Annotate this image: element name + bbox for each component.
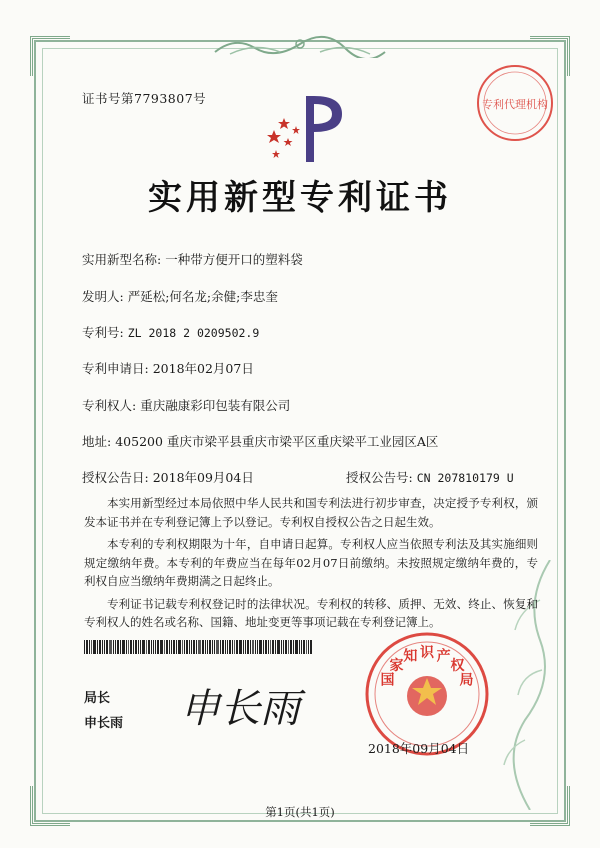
barcode-bar	[236, 640, 238, 654]
address-value: 405200 重庆市梁平县重庆市梁平区重庆梁平工业园区A区	[115, 434, 439, 449]
barcode-bar	[285, 640, 287, 654]
agency-seal-icon	[474, 62, 556, 144]
barcode-bar	[97, 640, 98, 654]
barcode-bar	[270, 640, 271, 654]
barcode-bar	[301, 640, 302, 654]
certificate-title: 实用新型专利证书	[148, 178, 452, 218]
barcode-bar	[146, 640, 147, 654]
barcode-bar	[263, 640, 264, 654]
barcode-bar	[220, 640, 221, 654]
barcode-bar	[130, 640, 132, 654]
certificate-number: 证书号第7793807号	[82, 91, 207, 106]
grant-number-field	[346, 468, 514, 486]
barcode-bar	[295, 640, 298, 654]
barcode-bar	[169, 640, 170, 654]
barcode-bar	[283, 640, 284, 654]
patentee-label: 专利权人:	[82, 398, 137, 413]
barcode-bar	[86, 640, 88, 654]
utility-model-name-value: 一种带方便开口的塑料袋	[165, 252, 303, 267]
inventor-field	[82, 287, 278, 305]
barcode-bar	[222, 640, 224, 654]
signature-text: 申长雨	[180, 686, 300, 732]
barcode-bar	[189, 640, 190, 654]
seal-character: 权	[450, 658, 465, 675]
barcode-bar	[193, 640, 195, 654]
patent-number-label: 专利号:	[82, 325, 124, 340]
seal-character: 局	[459, 672, 474, 689]
inventor-value: 严延松;何名龙;余健;李忠奎	[127, 289, 278, 304]
barcode-bar	[122, 640, 125, 654]
barcode-bar	[135, 640, 137, 654]
barcode-bar	[209, 640, 211, 654]
address-field	[82, 432, 438, 450]
barcode-bar	[128, 640, 129, 654]
barcode-bar	[184, 640, 185, 654]
barcode-bar	[166, 640, 168, 654]
barcode-bar	[257, 640, 258, 654]
barcode-bar	[259, 640, 262, 654]
barcode-bar	[148, 640, 150, 654]
barcode-bar	[91, 640, 92, 654]
barcode-bar	[102, 640, 103, 654]
barcode-bar	[157, 640, 159, 654]
barcode-bar	[247, 640, 249, 654]
barcode-bar	[178, 640, 181, 654]
barcode-bar	[115, 640, 116, 654]
director-title: 局长	[84, 691, 111, 706]
agency-seal-text: 专利代理机构	[482, 98, 548, 111]
barcode-bar	[106, 640, 108, 654]
barcode-bar	[288, 640, 289, 654]
barcode-bar	[171, 640, 172, 654]
barcode-bar	[176, 640, 177, 654]
patentee-field	[82, 396, 290, 414]
address-label: 地址:	[82, 434, 112, 449]
barcode-bar	[239, 640, 242, 654]
barcode	[84, 640, 364, 654]
barcode-bar	[308, 640, 309, 654]
barcode-bar	[182, 640, 183, 654]
grant-number-label: 授权公告号:	[346, 470, 413, 485]
patent-number-value: ZL 2018 2 0209502.9	[127, 326, 260, 340]
seal-character: 国	[380, 672, 395, 689]
barcode-bar	[250, 640, 251, 654]
body-paragraph-1: 本实用新型经过本局依照中华人民共和国专利法进行初步审查，决定授予专利权，颁发本证书并在专利登记簿上予以登记。专利权自授权公告之日起生效。	[84, 496, 538, 529]
barcode-bar	[109, 640, 112, 654]
barcode-bar	[277, 640, 280, 654]
grant-date-label: 授权公告日:	[82, 470, 149, 485]
barcode-bar	[89, 640, 90, 654]
barcode-bar	[216, 640, 219, 654]
filing-date-value: 2018年02月07日	[152, 361, 254, 376]
barcode-bar	[290, 640, 292, 654]
barcode-bar	[153, 640, 154, 654]
patent-number-field	[82, 323, 259, 341]
barcode-bar	[186, 640, 188, 654]
barcode-bar	[272, 640, 274, 654]
inventor-label: 发明人:	[82, 289, 124, 304]
barcode-bar	[232, 640, 233, 654]
barcode-bar	[173, 640, 175, 654]
barcode-bar	[229, 640, 231, 654]
barcode-bar	[120, 640, 121, 654]
barcode-bar	[151, 640, 152, 654]
director-signature	[176, 676, 316, 736]
barcode-bar	[227, 640, 228, 654]
director-name: 申长雨	[84, 716, 124, 731]
barcode-bar	[281, 640, 282, 654]
barcode-bar	[306, 640, 307, 654]
body-paragraph-2: 本专利的专利权期限为十年，自申请日起算。专利权人应当依照专利法及其实施细则规定缴纳年费。本专利的年费应当在每年02月07日前缴纳。未按照规定缴纳年费的，专利权自应当缴纳年费期满之日起终止。	[84, 537, 538, 588]
corner-ornament-top-left	[30, 36, 70, 76]
barcode-bar	[202, 640, 204, 654]
barcode-bar	[99, 640, 101, 654]
certificate-body	[84, 494, 538, 636]
barcode-bar	[252, 640, 254, 654]
barcode-bar	[212, 640, 213, 654]
barcode-bar	[138, 640, 139, 654]
grant-date-value: 2018年09月04日	[152, 470, 254, 485]
barcode-bar	[126, 640, 127, 654]
filing-date-label: 专利申请日:	[82, 361, 149, 376]
barcode-bar	[133, 640, 134, 654]
grant-date-field	[82, 468, 254, 486]
barcode-bar	[198, 640, 201, 654]
barcode-bar	[164, 640, 165, 654]
barcode-bar	[268, 640, 269, 654]
barcode-bar	[293, 640, 294, 654]
barcode-bar	[207, 640, 208, 654]
barcode-bar	[255, 640, 256, 654]
barcode-bar	[299, 640, 300, 654]
seal-character: 知	[403, 648, 418, 665]
barcode-bar	[191, 640, 192, 654]
barcode-bar	[84, 640, 85, 654]
seal-character: 家	[389, 658, 404, 675]
filing-date-field	[82, 359, 254, 377]
body-paragraph-3: 专利证书记载专利权登记时的法律状况。专利权的转移、质押、无效、终止、恢复和专利权人的姓名或名称、国籍、地址变更等事项记载在专利登记簿上。	[84, 596, 538, 629]
barcode-bar	[160, 640, 163, 654]
barcode-bar	[310, 640, 312, 654]
barcode-bar	[245, 640, 246, 654]
seal-date: 2018年09月04日	[368, 741, 470, 756]
seal-character: 识	[420, 645, 434, 661]
barcode-bar	[225, 640, 226, 654]
top-ornament-icon	[210, 34, 390, 58]
utility-model-name-field	[82, 250, 303, 268]
barcode-bar	[303, 640, 305, 654]
grant-number-value: CN 207810179 U	[416, 471, 514, 485]
barcode-bar	[243, 640, 244, 654]
barcode-bar	[196, 640, 197, 654]
barcode-bar	[93, 640, 96, 654]
page-footer: 第1页(共1页)	[265, 805, 335, 819]
barcode-bar	[214, 640, 215, 654]
barcode-bar	[113, 640, 114, 654]
barcode-bar	[155, 640, 156, 654]
barcode-bar	[142, 640, 145, 654]
barcode-bar	[234, 640, 235, 654]
utility-model-name-label: 实用新型名称:	[82, 252, 162, 267]
barcode-bar	[275, 640, 276, 654]
patent-office-logo-icon	[262, 92, 354, 164]
seal-character: 产	[436, 648, 451, 665]
barcode-bar	[265, 640, 267, 654]
patentee-value: 重庆融康彩印包装有限公司	[140, 398, 291, 413]
barcode-bar	[140, 640, 141, 654]
barcode-bar	[104, 640, 105, 654]
barcode-bar	[205, 640, 206, 654]
barcode-bar	[117, 640, 119, 654]
